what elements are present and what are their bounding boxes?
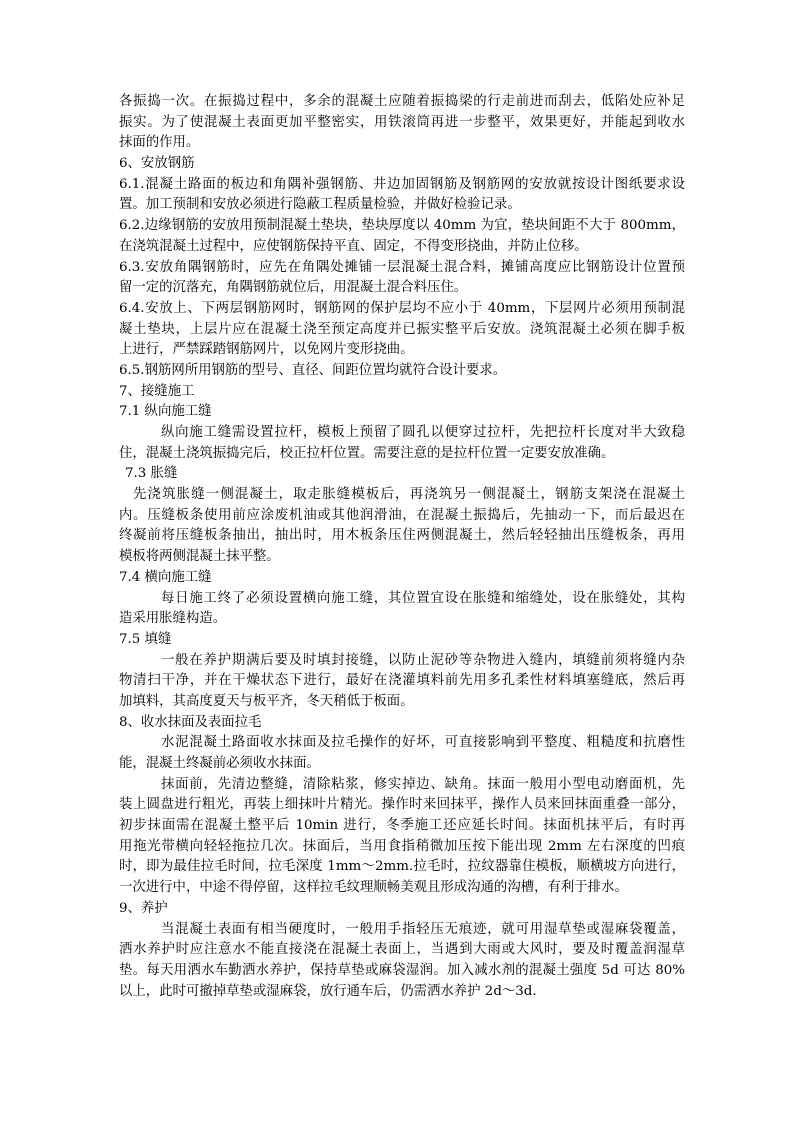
- paragraph-line: 在浇筑混凝土过程中，应使钢筋保持平直、固定，不得变形挠曲，并防止位移。: [119, 238, 588, 254]
- paragraph-line: 先浇筑胀缝一侧混凝土，取走胀缝模板后，再浇筑另一侧混凝土，钢筋支架浇在混凝土: [133, 487, 685, 503]
- paragraph-line: 加填料，其高度夏天与板平齐，冬天稍低于板面。: [119, 693, 414, 709]
- paragraph-line: 上进行，严禁踩踏钢筋网片，以免网片变形挠曲。: [119, 342, 414, 358]
- paragraph-line: 水泥混凝土路面收水抹面及拉毛操作的好坏，可直接影响到平整度、粗糙度和抗磨性: [161, 735, 685, 751]
- paragraph-line: 置。加工预制和安放必须进行隐蔽工程质量检验，并做好检验记录。: [119, 197, 521, 213]
- subsection-heading: 7.1 纵向施工缝: [119, 404, 212, 420]
- section-heading: 9、养护: [119, 900, 168, 916]
- paragraph-line: 模板将两侧混凝土抹平整。: [119, 549, 280, 565]
- paragraph-line: 能，混凝土终凝前必须收水抹面。: [119, 756, 320, 771]
- paragraph-line: 6.2.边缘钢筋的安放用预制混凝土垫块，垫块厚度以 40mm 为宜，垫块间距不大于 800mm，: [119, 218, 685, 234]
- section-heading: 8、收水抹面及表面拉毛: [119, 714, 262, 730]
- paragraph-line: 留一定的沉落充，角隅钢筋就位后，用混凝土混合料压住。: [119, 280, 468, 296]
- paragraph-line: 造采用胀缝构造。: [119, 611, 227, 627]
- paragraph-line: 装上圆盘进行粗光，再装上细抹叶片精光。操作时来回抹平，操作人员来回抹面重叠一部分，: [119, 797, 685, 813]
- section-heading: 6、安放钢筋: [119, 156, 195, 172]
- subsection-heading: 7.5 填缝: [119, 631, 172, 647]
- paragraph-line: 一次进行中，中途不得停留，这样拉毛纹理顺畅美观且形成沟通的沟槽，有利于排水。: [119, 880, 628, 896]
- paragraph-line: 住，混凝土浇筑振捣完后，校正拉杆位置。需要注意的是拉杆位置一定要安放准确。: [119, 445, 615, 461]
- paragraph-line: 6.1.混凝土路面的板边和角隅补强钢筋、井边加固钢筋及钢筋网的安放就按设计图纸要求设: [119, 176, 685, 192]
- paragraph-line: 内。压缝板条使用前应涂废机油或其他润滑油，在混凝土振捣后，先抽动一下，而后最迟在: [119, 507, 685, 523]
- paragraph-line: 抹面的作用。: [119, 135, 200, 151]
- paragraph-line: 初步抹面需在混凝土整平后 10min 进行，冬季施工还应延长时间。抹面机抹平后，有时再: [119, 818, 685, 834]
- subsection-heading: 7.3 胀缝: [125, 466, 178, 482]
- paragraph-line: 一般在养护期满后要及时填封接缝，以防止泥砂等杂物进入缝内，填缝前须将缝内杂: [161, 652, 685, 668]
- paragraph-line: 6.3.安放角隅钢筋时，应先在角隅处摊铺一层混凝土混合料，摊铺高度应比钢筋设计位置预: [119, 259, 685, 275]
- paragraph-line: 用拖光带横向轻轻拖拉几次。抹面后，当用食指稍微加压按下能出现 2mm 左右深度的凹痕: [119, 838, 685, 854]
- paragraph-line: 当混凝土表面有相当硬度时，一般用手指轻压无痕迹，就可用湿草垫或湿麻袋覆盖，: [161, 921, 685, 937]
- paragraph-line: 纵向施工缝需设置拉杆，模板上预留了圆孔以便穿过拉杆，先把拉杆长度对半大致稳: [161, 425, 685, 440]
- paragraph-line: 抹面前，先清边整缝，清除粘浆，修实掉边、缺角。抹面一般用小型电动磨面机，先: [161, 776, 685, 792]
- paragraph-line: 物清扫干净，并在干燥状态下进行，最好在浇灌填料前先用多孔柔性材料填塞缝底，然后再: [119, 673, 685, 689]
- paragraph-line: 垫。每天用洒水车勤洒水养护，保持草垫或麻袋湿润。加入减水剂的混凝土强度 5d 可达 80%: [119, 962, 685, 978]
- paragraph-line: 振实。为了使混凝土表面更加平整密实，用铁滚筒再进一步整平，效果更好，并能起到收水: [119, 114, 685, 130]
- paragraph-line: 洒水养护时应注意水不能直接浇在混凝土表面上，当遇到大雨或大风时，要及时覆盖润湿草: [119, 942, 685, 958]
- section-heading: 7、接缝施工: [119, 383, 195, 399]
- paragraph-line: 凝土垫块，上层片应在混凝土浇至预定高度并已振实整平后安放。浇筑混凝土必须在脚手板: [119, 321, 685, 337]
- paragraph-line: 6.5.钢筋网所用钢筋的型号、直径、间距位置均就符合设计要求。: [119, 362, 507, 378]
- paragraph-line: 各振捣一次。在振捣过程中，多余的混凝土应随着振捣梁的行走前进而刮去，低陷处应补足: [119, 94, 685, 109]
- paragraph-line: 时，即为最佳拉毛时间，拉毛深度 1mm～2mm.拉毛时，拉纹器靠住模板，顺横坡方向进行，: [119, 859, 685, 875]
- subsection-heading: 7.4 横向施工缝: [119, 569, 212, 585]
- document-body: [119, 92, 685, 1002]
- paragraph-line: 终凝前将压缝板条抽出，抽出时，用木板条压住两侧混凝土，然后轻轻抽出压缝板条，再用: [119, 528, 685, 544]
- paragraph-line: 每日施工终了必须设置横向施工缝，其位置宜设在胀缝和缩缝处，设在胀缝处，其构: [161, 590, 685, 606]
- paragraph-line: 以上，此时可撤掉草垫或湿麻袋，放行通车后，仍需洒水养护 2d～3d.: [119, 983, 537, 999]
- paragraph-line: 6.4.安放上、下两层钢筋网时，钢筋网的保护层均不应小于 40mm，下层网片必须用预制混: [119, 300, 685, 316]
